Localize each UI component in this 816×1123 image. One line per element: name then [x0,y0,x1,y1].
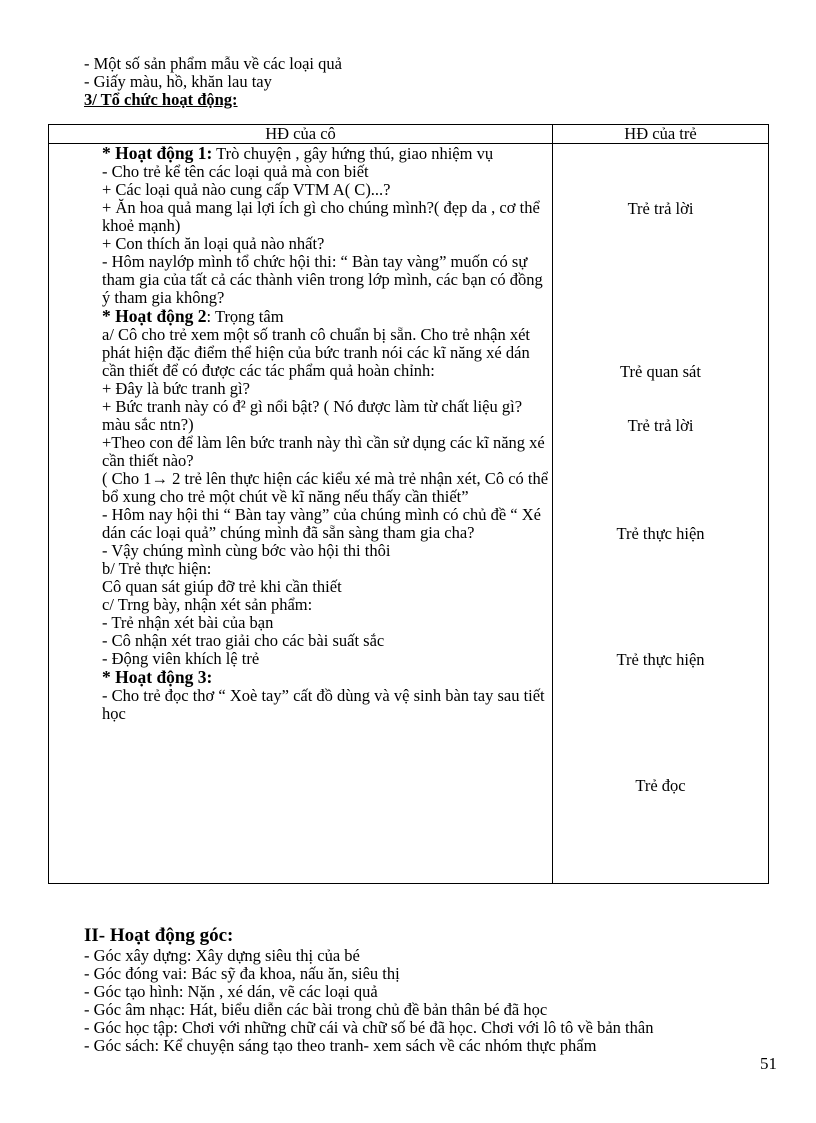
teacher-line-text: +Theo con để làm lên bức tranh này thì cần sử dụng các kĩ năng xé cần thiết nào? [102,433,545,470]
teacher-line [102,181,552,199]
teacher-line [102,199,552,235]
teacher-line [102,542,552,560]
teacher-line-text: + Đây là bức tranh gì? [102,379,250,398]
teacher-line-text: + Ăn hoa quả mang lại lợi ích gì cho chúng mình?( đẹp da , cơ thể khoẻ mạnh) [102,198,540,235]
intro [84,55,342,109]
teacher-line-text: + Bức tranh này có đ² gì nổi bật? ( Nó được làm từ chất liệu gì? màu sắc ntn?) [102,397,523,434]
teacher-line [102,578,552,596]
teacher-line-text: + Các loại quả nào cung cấp VTM A( C)...? [102,180,391,199]
teacher-line-text: Cô quan sát giúp đỡ trẻ khi cần thiết [102,577,342,596]
teacher-line [102,326,552,380]
teacher-line-text: : Trọng tâm [206,307,284,326]
teacher-line [102,434,552,470]
teacher-line [102,398,552,434]
teacher-line-text: - Động viên khích lệ trẻ [102,649,260,668]
teacher-line [102,687,552,723]
teacher-line-text: + Con thích ăn loại quả nào nhất? [102,234,325,253]
teacher-line [102,650,552,668]
child-response: Trẻ thực hiện [616,650,705,669]
teacher-line-text: - Cho trẻ đọc thơ “ Xoè tay” cất đồ dùng và vệ sinh bàn tay sau tiết học [102,686,545,723]
teacher-line-text: Trò chuyện , gây hứng thú, giao nhiệm vụ [212,144,494,163]
header-teacher: HĐ của cô [49,125,553,144]
teacher-line [102,470,552,506]
corner-line: - Góc đóng vai: Bác sỹ đa khoa, nấu ăn, siêu thị [84,964,400,983]
child-response: Trẻ đọc [635,776,686,795]
section-heading: 3/ Tổ chức hoạt động: [84,90,238,109]
corner-activities [84,925,653,1055]
teacher-line-text: - Hôm nay hội thi “ Bàn tay vàng” của chúng mình có chủ đề “ Xé dán các loại quả” chúng mình đã sẵn sàng tham gia cha? [102,505,541,542]
teacher-line-text: c/ Trng bày, nhận xét sản phẩm: [102,595,313,614]
teacher-line [102,163,552,181]
activity-heading: * Hoạt động 2 [102,306,207,326]
section2-title: II- Hoạt động góc: [84,925,234,946]
teacher-line [102,632,552,650]
teacher-line [102,596,552,614]
teacher-line [102,668,552,687]
teacher-line [102,614,552,632]
teacher-line-text: b/ Trẻ thực hiện: [102,559,212,578]
activity-table [48,124,769,884]
teacher-line-text: - Trẻ nhận xét bài của bạn [102,613,274,632]
header-child: HĐ của trẻ [553,125,769,144]
child-activities [553,144,769,884]
teacher-line [102,235,552,253]
teacher-line [102,144,552,163]
teacher-line-text: - Hôm naylớp mình tổ chức hội thi: “ Bàn tay vàng” muốn có sự tham gia của tất cả các thành viên trong lớp mình, các bạn có đồng ý tham gia không? [102,252,543,307]
teacher-line [102,560,552,578]
child-response: Trẻ trả lời [627,416,694,435]
activity-heading: * Hoạt động 3: [102,667,213,687]
corner-line: - Góc tạo hình: Nặn , xé dán, vẽ các loại quả [84,982,378,1001]
corner-line: - Góc học tập: Chơi với những chữ cái và chữ số bé đã học. Chơi với lô tô về bản thân [84,1018,654,1037]
child-response: Trẻ quan sát [620,362,701,381]
teacher-line-text: - Vậy chúng mình cùng bớc vào hội thi thôi [102,541,391,560]
intro-line: - Giấy màu, hồ, khăn lau tay [84,72,272,91]
corner-line: - Góc sách: Kể chuyện sáng tạo theo tranh- xem sách về các nhóm thực phẩm [84,1036,597,1055]
teacher-line [102,380,552,398]
teacher-line [102,506,552,542]
corner-line: - Góc xây dựng: Xây dựng siêu thị của bé [84,946,360,965]
teacher-line-text: ( Cho 1→ 2 trẻ lên thực hiện các kiểu xé mà trẻ nhận xét, Cô có thể bổ xung cho trẻ một chút về kĩ năng nếu thấy cần thiết” [102,469,549,506]
teacher-line-text: a/ Cô cho trẻ xem một số tranh cô chuẩn bị sẵn. Cho trẻ nhận xét phát hiện đặc điểm thể hiện của bức tranh nói các kĩ năng xé dán cần thiết để có được các tác phẩm quả hoàn chỉnh: [102,325,530,380]
page-number: 51 [760,1054,777,1073]
corner-line: - Góc âm nhạc: Hát, biểu diễn các bài trong chủ đề bản thân bé đã học [84,1000,548,1019]
intro-line: - Một số sản phẩm mẫu về các loại quả [84,54,342,73]
teacher-activities [49,144,553,884]
teacher-line [102,307,552,326]
activity-heading: * Hoạt động 1: [102,143,213,163]
teacher-line-text: - Cô nhận xét trao giải cho các bài suất sắc [102,631,385,650]
teacher-line [102,253,552,307]
child-response: Trẻ thực hiện [616,524,705,543]
teacher-line-text: - Cho trẻ kể tên các loại quả mà con biết [102,162,369,181]
child-response: Trẻ trả lời [627,199,694,218]
